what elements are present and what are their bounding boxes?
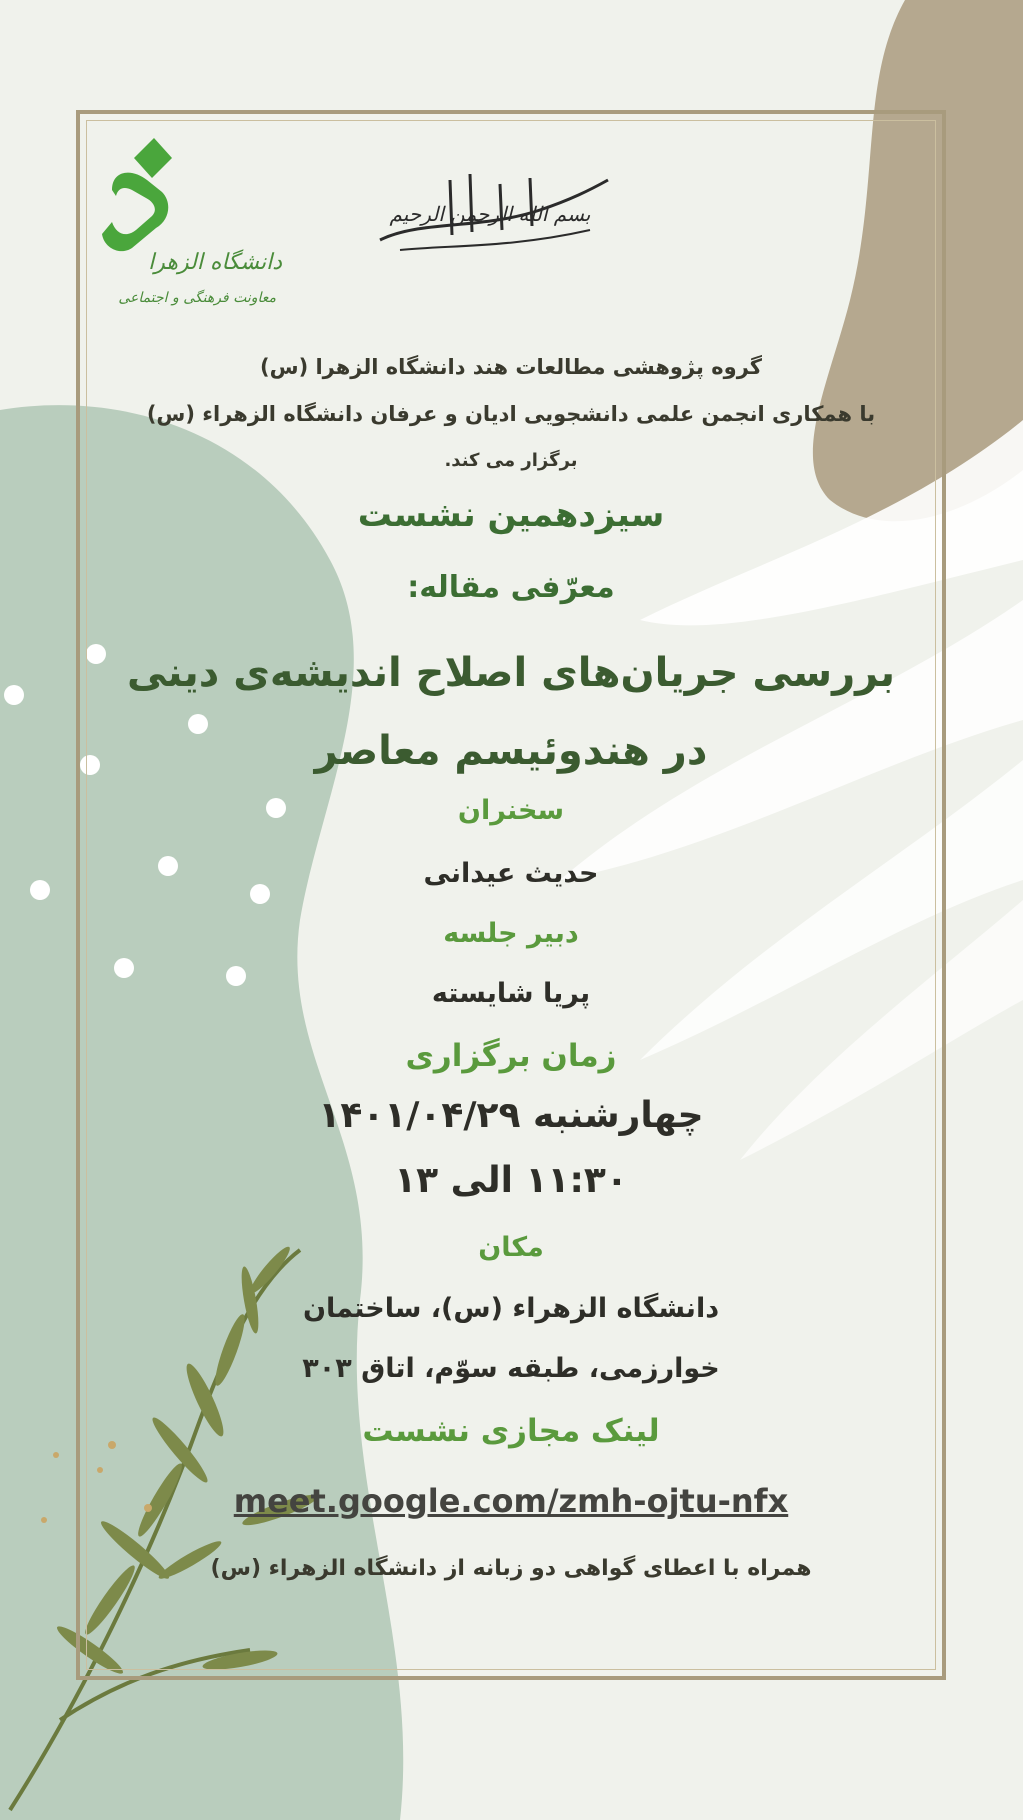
calligraphy-text: بسم الله الرحمن الرحیم (389, 202, 591, 226)
intro-line-1: گروه پژوهشی مطالعات هند دانشگاه الزهرا (س) (260, 355, 762, 379)
intro-line-2: با همکاری انجمن علمی دانشجویی ادیان و عرفان دانشگاه الزهراء (س) (146, 402, 876, 426)
logo-name: دانشگاه الزهرا (148, 250, 282, 275)
article-intro-label: معرّفی مقاله: (407, 570, 615, 605)
certificate-note: همراه با اعطای گواهی دو زبانه از دانشگاه الزهراء (س) (210, 1556, 812, 1581)
speakers-label: سخنران (457, 795, 565, 826)
schedule-date: چهارشنبه ۱۴۰۱/۰۴/۲۹ (318, 1095, 704, 1136)
location-line-1: دانشگاه الزهراء (س)، ساختمان (302, 1293, 720, 1324)
poster-content (76, 110, 946, 1680)
schedule-label: زمان برگزاری (405, 1038, 617, 1074)
article-title-line-1: بررسی جریان‌های اصلاح اندیشه‌ی دینی (126, 650, 896, 696)
secretary-label: دبیر جلسه (443, 918, 579, 949)
location-label: مکان (478, 1232, 544, 1263)
secretary-name: پریا شایسته (431, 978, 591, 1009)
location-line-2: خوارزمی، طبقه سوّم، اتاق ۳۰۳ (302, 1353, 720, 1384)
article-title-line-2: در هندوئیسم معاصر (314, 728, 708, 774)
logo-subtitle: معاونت فرهنگی و اجتماعی (118, 290, 276, 306)
virtual-link-label: لینک مجازی نشست (362, 1413, 660, 1449)
intro-line-3: برگزار می کند. (444, 450, 578, 471)
session-title: سیزدهمین نشست (357, 495, 665, 535)
schedule-time: ۱۱:۳۰ الی ۱۳ (394, 1160, 628, 1201)
meeting-link[interactable]: meet.google.com/zmh-ojtu-nfx (233, 1482, 789, 1520)
speaker-name: حدیث عیدانی (423, 858, 599, 889)
